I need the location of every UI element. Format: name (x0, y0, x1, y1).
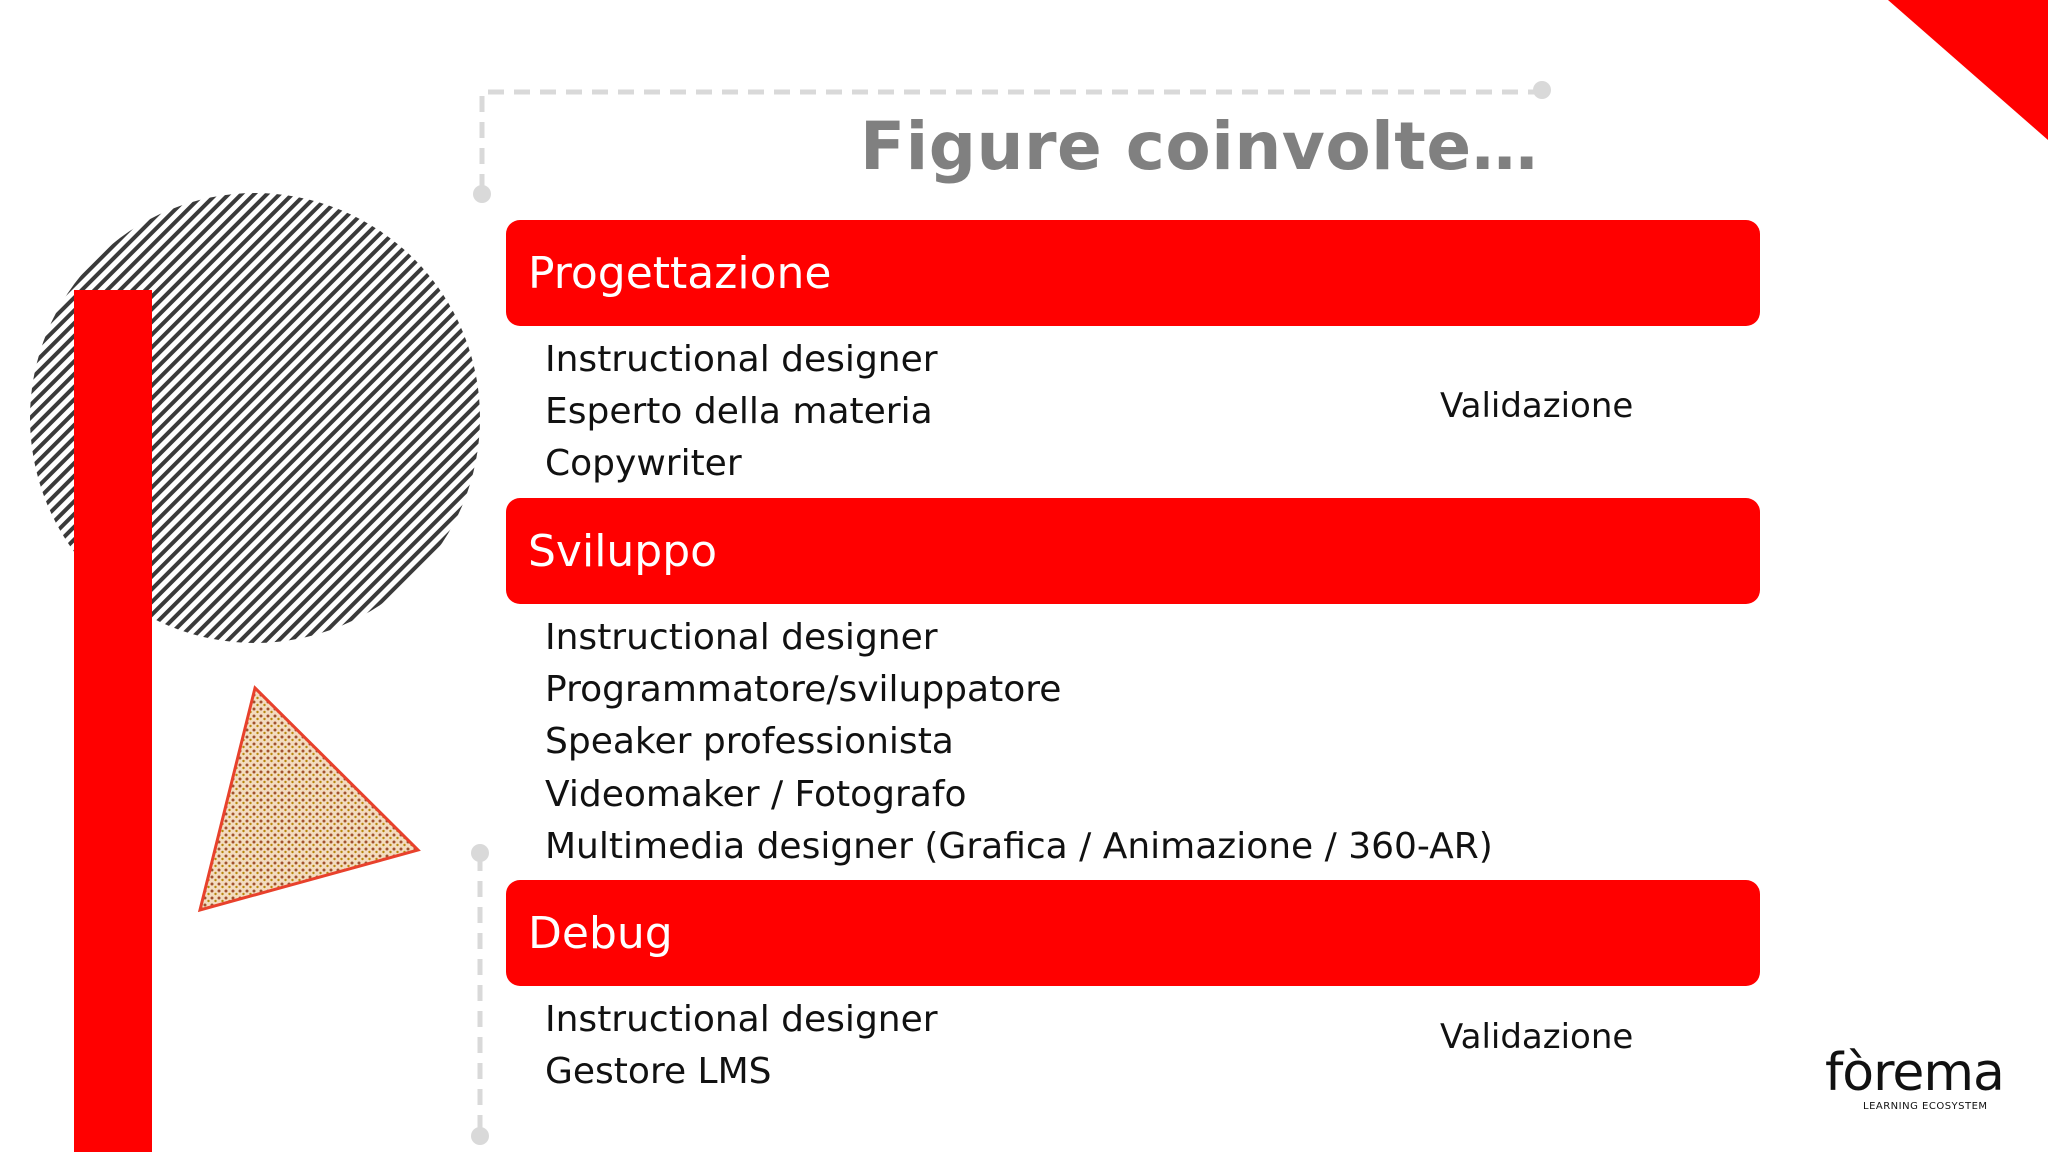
logo-wordmark: fòrema (1825, 1043, 2004, 1103)
bottom-line-dot-top (471, 844, 489, 862)
bottom-line-dot-bottom (471, 1127, 489, 1145)
list-item: Instructional designer (545, 617, 938, 658)
dotted-triangle (200, 688, 418, 910)
validation-note-debug: Validazione (1440, 1017, 1634, 1057)
section-header-label: Progettazione (528, 247, 832, 299)
section-list-sviluppo (545, 612, 1493, 873)
list-item: Copywriter (545, 443, 742, 485)
section-header-debug (506, 880, 1760, 986)
list-item: Gestore LMS (545, 1051, 772, 1093)
list-item: Multimedia designer (Grafica / Animazione / 360-AR) (545, 825, 1493, 867)
section-header-label: Debug (528, 907, 673, 959)
list-item: Instructional designer (545, 339, 938, 380)
section-list-debug (545, 994, 938, 1098)
logo-tagline: LEARNING ECOSYSTEM (1863, 1101, 1988, 1112)
section-header-progettazione (506, 220, 1760, 326)
section-header-label: Sviluppo (528, 525, 718, 577)
list-item: Esperto della materia (545, 391, 933, 433)
forema-logo (1825, 1045, 2015, 1112)
corner-triangle (1888, 0, 2048, 140)
top-bracket-dot-left (473, 185, 491, 203)
list-item: Programmatore/sviluppatore (545, 669, 1062, 711)
slide-title: Figure coinvolte… (860, 108, 1539, 185)
list-item: Videomaker / Fotografo (545, 773, 967, 815)
red-vertical-bar (74, 290, 152, 1152)
list-item: Speaker professionista (545, 721, 954, 763)
striped-circle (30, 193, 480, 643)
section-header-sviluppo (506, 498, 1760, 604)
validation-note-progettazione: Validazione (1440, 386, 1634, 426)
list-item: Instructional designer (545, 999, 938, 1040)
top-bracket-dot-right (1533, 81, 1551, 99)
section-list-progettazione (545, 334, 938, 491)
